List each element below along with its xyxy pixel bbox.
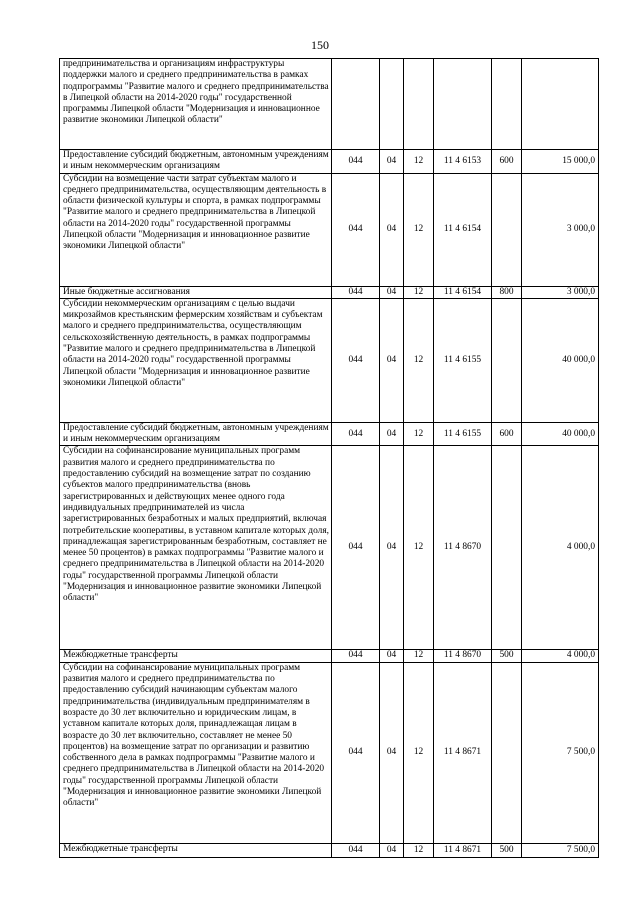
cell-description: Субсидии на возмещение части затрат субъектам малого и среднего предпринимательства, осуществляющим деятельность в области физической культуры и спорта, в рамках подпрограммы "Развитие малого и среднего предпринимательства в Липецкой области на 2014-2020 годы" государственной программы Липецкой области "Модернизация и инновационное развитие экономики Липецкой области": [60, 173, 332, 286]
cell-expense-type: [492, 298, 522, 422]
cell-description: Субсидии на софинансирование муниципальных программ развития малого и среднего предпринимательства по предоставлению субсидий на возмещение затрат по созданию субъектов малого предпринимательства (вновь зарегистрированных и действующих менее одного года индивидуальных предпринимателей из числа зарегистрированных безработных и малых предприятий, включая потребительские кооперативы, в уставном капитале которых доля, принадлежащая зарегистрированным безработным, составляет не менее 50 процентов) в рамках подпрограммы "Развитие малого и среднего предпринимательства в Липецкой области на 2014-2020 годы" государственной программы Липецкой области "Модернизация и инновационное развитие экономики Липецкой области": [60, 446, 332, 650]
cell-target-article: 11 4 8670: [434, 650, 492, 662]
table-row: [60, 446, 599, 650]
cell-admin-code: 044: [332, 298, 380, 422]
table-row: [60, 59, 599, 150]
table-row: [60, 650, 599, 662]
cell-subsection: 12: [404, 662, 434, 843]
cell-amount: 4 000,0: [522, 446, 599, 650]
cell-target-article: 11 4 6155: [434, 422, 492, 446]
cell-amount: 4 000,0: [522, 650, 599, 662]
cell-section: 04: [380, 446, 404, 650]
cell-target-article: 11 4 6153: [434, 150, 492, 174]
cell-admin-code: 044: [332, 173, 380, 286]
cell-description: предпринимательства и организациям инфраструктуры поддержки малого и среднего предпринимательства в рамках подпрограммы "Развитие малого и среднего предпринимательства в Липецкой области на 2014-2020 годы" государственной программы Липецкой области "Модернизация и инновационное развитие экономики Липецкой области": [60, 59, 332, 150]
page-number: 150: [311, 38, 329, 52]
cell-target-article: 11 4 8670: [434, 446, 492, 650]
cell-target-article: 11 4 6154: [434, 286, 492, 298]
cell-target-article: 11 4 8671: [434, 843, 492, 857]
cell-expense-type: 600: [492, 422, 522, 446]
cell-section: 04: [380, 286, 404, 298]
table-row: [60, 662, 599, 843]
cell-section: 04: [380, 422, 404, 446]
cell-amount: [522, 59, 599, 150]
cell-subsection: [404, 59, 434, 150]
cell-section: 04: [380, 662, 404, 843]
cell-admin-code: 044: [332, 446, 380, 650]
cell-description: Предоставление субсидий бюджетным, автономным учреждениям и иным некоммерческим организациям: [60, 150, 332, 174]
cell-subsection: 12: [404, 150, 434, 174]
cell-target-article: 11 4 6155: [434, 298, 492, 422]
cell-subsection: 12: [404, 843, 434, 857]
table-row: [60, 422, 599, 446]
cell-expense-type: 800: [492, 286, 522, 298]
table-row: [60, 298, 599, 422]
cell-subsection: 12: [404, 298, 434, 422]
cell-target-article: 11 4 8671: [434, 662, 492, 843]
cell-admin-code: 044: [332, 662, 380, 843]
cell-description: Субсидии на софинансирование муниципальных программ развития малого и среднего предпринимательства по предоставлению субсидий начинающим субъектам малого предпринимательства (индивидуальным предпринимателям в возрасте до 30 лет включительно и юридическим лицам, в уставном капитале которых доля, принадлежащая лицам в возрасте до 30 лет включительно, составляет не менее 50 процентов) на возмещение затрат по организации и развитию собственного дела в рамках подпрограммы "Развитие малого и среднего предпринимательства в Липецкой области на 2014-2020 годы" государственной программы Липецкой области "Модернизация и инновационное развитие экономики Липецкой области": [60, 662, 332, 843]
cell-expense-type: [492, 59, 522, 150]
cell-section: 04: [380, 843, 404, 857]
cell-description: Субсидии некоммерческим организациям с целью выдачи микрозаймов крестьянским фермерским хозяйствам и субъектам малого и среднего предпринимательства, осуществляющим сельскохозяйственную деятельность, в рамках подпрограммы "Развитие малого и среднего предпринимательства в Липецкой области на 2014-2020 годы" государственной программы Липецкой области "Модернизация и инновационное развитие экономики Липецкой области": [60, 298, 332, 422]
cell-amount: 40 000,0: [522, 422, 599, 446]
cell-expense-type: 500: [492, 843, 522, 857]
cell-admin-code: [332, 59, 380, 150]
cell-expense-type: 600: [492, 150, 522, 174]
budget-table: [59, 58, 599, 858]
cell-section: 04: [380, 650, 404, 662]
cell-expense-type: 500: [492, 650, 522, 662]
cell-admin-code: 044: [332, 422, 380, 446]
cell-section: 04: [380, 298, 404, 422]
cell-section: [380, 59, 404, 150]
cell-expense-type: [492, 662, 522, 843]
cell-admin-code: 044: [332, 286, 380, 298]
cell-description: Межбюджетные трансферты: [60, 650, 332, 662]
cell-amount: 3 000,0: [522, 286, 599, 298]
cell-target-article: 11 4 6154: [434, 173, 492, 286]
cell-amount: 3 000,0: [522, 173, 599, 286]
cell-description: Межбюджетные трансферты: [60, 843, 332, 857]
table-row: [60, 286, 599, 298]
cell-description: Иные бюджетные ассигнования: [60, 286, 332, 298]
table-row: [60, 150, 599, 174]
cell-target-article: [434, 59, 492, 150]
cell-admin-code: 044: [332, 650, 380, 662]
cell-amount: 15 000,0: [522, 150, 599, 174]
cell-subsection: 12: [404, 650, 434, 662]
cell-section: 04: [380, 173, 404, 286]
cell-amount: 40 000,0: [522, 298, 599, 422]
cell-expense-type: [492, 446, 522, 650]
cell-admin-code: 044: [332, 150, 380, 174]
cell-subsection: 12: [404, 286, 434, 298]
cell-section: 04: [380, 150, 404, 174]
cell-admin-code: 044: [332, 843, 380, 857]
table-row: [60, 173, 599, 286]
cell-subsection: 12: [404, 446, 434, 650]
cell-amount: 7 500,0: [522, 843, 599, 857]
cell-amount: 7 500,0: [522, 662, 599, 843]
cell-subsection: 12: [404, 422, 434, 446]
table-row: [60, 843, 599, 857]
cell-description: Предоставление субсидий бюджетным, автономным учреждениям и иным некоммерческим организациям: [60, 422, 332, 446]
cell-subsection: 12: [404, 173, 434, 286]
cell-expense-type: [492, 173, 522, 286]
table-body: [60, 59, 599, 858]
